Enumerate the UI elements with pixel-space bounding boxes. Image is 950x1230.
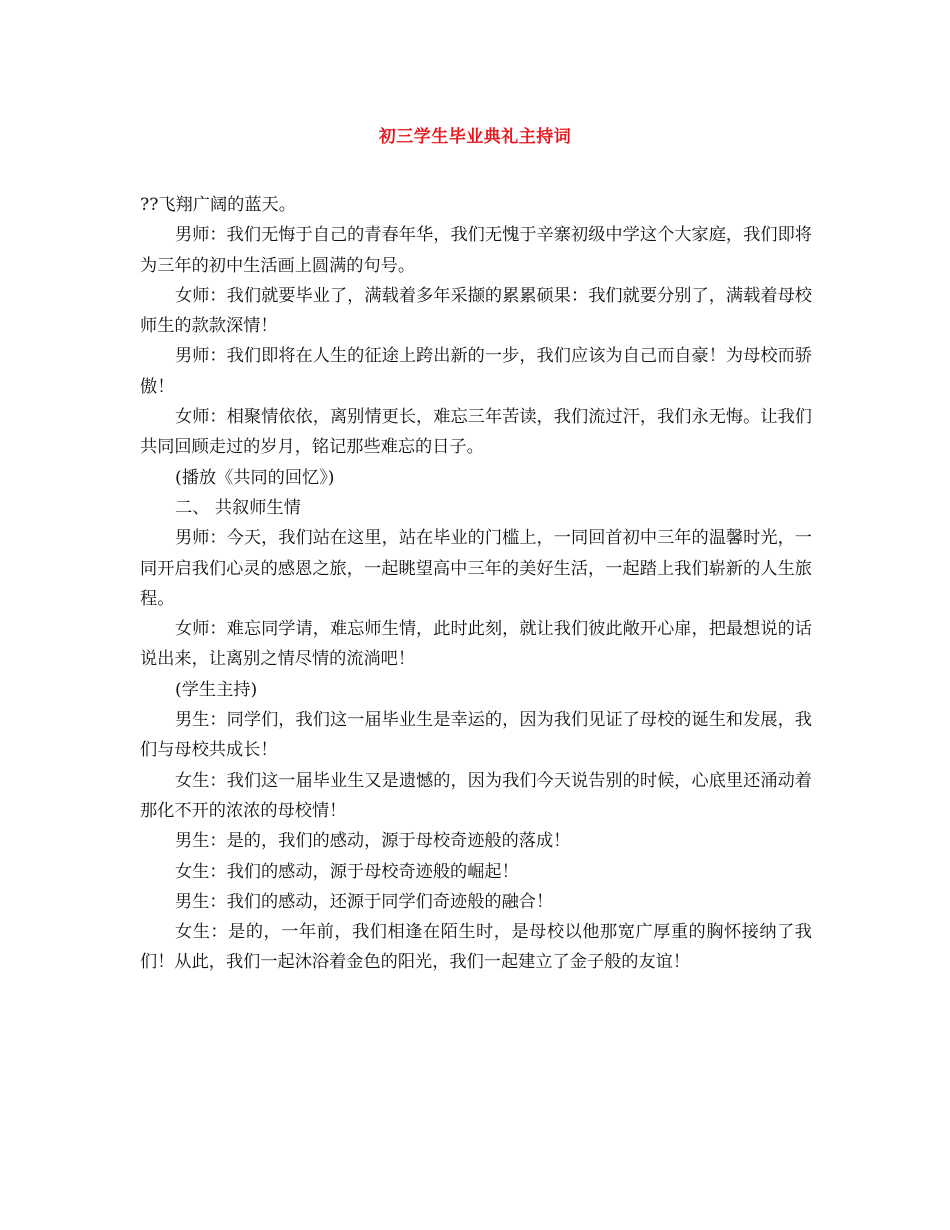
paragraph-1: ??飞翔广阔的蓝天。: [140, 195, 296, 215]
paragraph-4: 男师：我们即将在人生的征途上跨出新的一步，我们应该为自己而自豪！为母校而骄傲！: [140, 346, 812, 397]
paragraph-12: 女生：我们这一届毕业生又是遗憾的，因为我们今天说告别的时候，心底里还涌动着那化不开的浓浓的母校情！: [140, 770, 812, 821]
paragraph-5: 女师：相聚情依依，离别情更长，难忘三年苦读，我们流过汗，我们永无悔。让我们共同回顾走过的岁月，铭记那些难忘的日子。: [140, 407, 812, 458]
paragraph-13: 男生：是的，我们的感动，源于母校奇迹般的落成！: [175, 831, 571, 852]
document-title: 初三学生毕业典礼主持词: [378, 127, 572, 147]
paragraph-3: 女师：我们就要毕业了，满载着多年采撷的累累硕果：我们就要分别了，满载着母校师生的款款深情！: [140, 285, 812, 337]
paragraph-9: 女师：难忘同学请，难忘师生情，此时此刻，就让我们彼此敞开心扉，把最想说的话说出来，让离别之情尽情的流淌吧！: [140, 619, 812, 670]
section-heading: 二、 共叙师生情: [175, 497, 301, 518]
paragraph-10: (学生主持): [175, 679, 258, 700]
paragraph-15: 男生：我们的感动，还源于同学们奇迹般的融合！: [175, 891, 554, 912]
paragraph-14: 女生：我们的感动，源于母校奇迹般的崛起！: [175, 861, 519, 882]
paragraph-8: 男师：今天，我们站在这里，站在毕业的门槛上，一同回首初中三年的温馨时光，一同开启我们心灵的感恩之旅，一起眺望高中三年的美好生活，一起踏上我们崭新的人生旅程。: [140, 528, 812, 609]
document-body: [140, 190, 812, 978]
paragraph-16: 女生：是的，一年前，我们相逢在陌生时，是母校以他那宽广厚重的胸怀接纳了我们！从此，我们一起沐浴着金色的阳光，我们一起建立了金子般的友谊！: [140, 922, 812, 973]
paragraph-11: 男生：同学们，我们这一届毕业生是幸运的，因为我们见证了母校的诞生和发展，我们与母校共成长！: [140, 710, 812, 761]
paragraph-2: 男师：我们无悔于自己的青春年华，我们无愧于辛寨初级中学这个大家庭，我们即将为三年的初中生活画上圆满的句号。: [140, 225, 812, 276]
paragraph-6: (播放《共同的回忆》): [175, 467, 335, 488]
